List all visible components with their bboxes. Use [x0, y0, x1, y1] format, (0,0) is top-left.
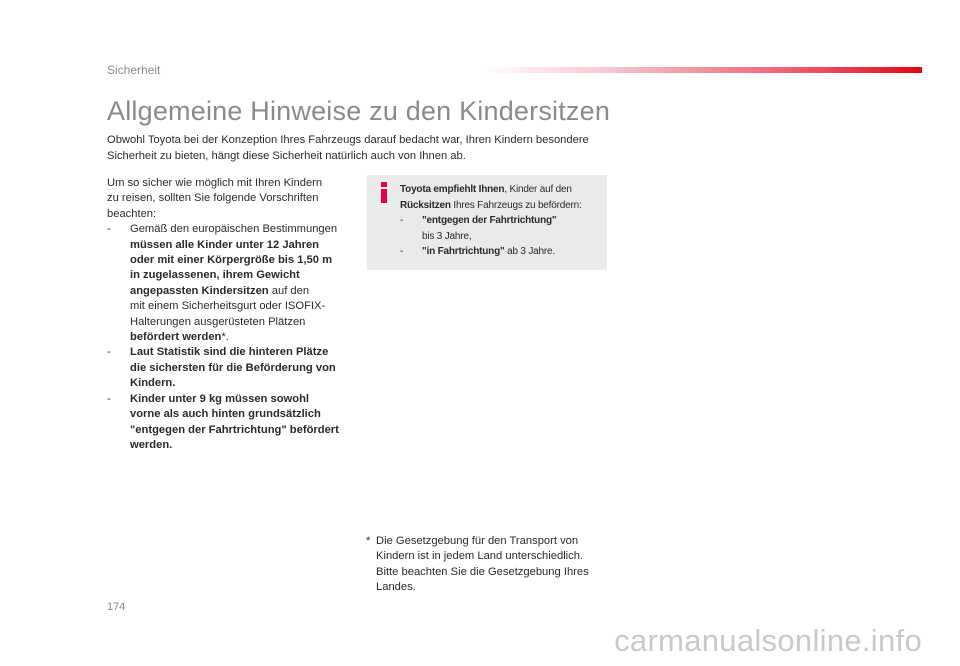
list-dash: - — [107, 346, 111, 359]
info-box — [367, 175, 607, 270]
rules-lead: Um so sicher wie möglich mit Ihren Kindern zu reisen, sollten Sie folgende Vorschriften beachten: — [107, 177, 323, 220]
rules-column — [107, 176, 355, 453]
page-number: 174 — [107, 601, 126, 613]
rule-item-3: - Kinder unter 9 kg müssen sowohl vorne als auch hinten grundsätzlich "entgegen der Fahrtrichtung" befördert werden. — [107, 392, 355, 454]
footnote: * Die Gesetzgebung für den Transport von Kindern ist in jedem Land unterschiedlich. Bitte beachten Sie die Gesetzgebung Ihres Landes. — [366, 534, 606, 596]
info-text: Toyota empfiehlt Ihnen, Kinder auf den Rücksitzen Ihres Fahrzeugs zu befördern: - "entgegen der Fahrtrichtung" bis 3 Jahre, - "in Fahrtrichtung" ab 3 Jahre. — [400, 182, 600, 260]
watermark: carmanualsonline.info — [614, 623, 922, 658]
list-dash: - — [107, 392, 111, 405]
section-accent-bar — [480, 67, 922, 73]
info-item-1: - "entgegen der Fahrtrichtung" bis 3 Jahre, — [400, 215, 557, 242]
rule-item-1: - Gemäß den europäischen Bestimmungen müssen alle Kinder unter 12 Jahren oder mit einer Körpergröße bis 1,50 m in zugelassenen, ihrem Gewicht angepassten Kindersitzen auf den mit einem Sicherheitsgurt oder ISOFIX- Halterungen ausgerüsteten Plätzen befördert werden*. — [107, 222, 355, 345]
info-item-2: - "in Fahrtrichtung" ab 3 Jahre. — [400, 246, 555, 257]
list-dash: - — [107, 223, 111, 236]
section-label: Sicherheit — [107, 63, 161, 77]
rule-item-2: - Laut Statistik sind die hinteren Plätze die sichersten für die Beförderung von Kindern. — [107, 345, 355, 391]
intro-paragraph: Obwohl Toyota bei der Konzeption Ihres Fahrzeugs darauf bedacht war, Ihren Kindern besondere Sicherheit zu bieten, hängt diese Sicherheit natürlich auch von Ihnen ab. — [107, 134, 589, 162]
page-title: Allgemeine Hinweise zu den Kindersitzen — [107, 96, 611, 126]
footnote-asterisk: * — [366, 535, 371, 547]
info-icon — [377, 182, 391, 204]
